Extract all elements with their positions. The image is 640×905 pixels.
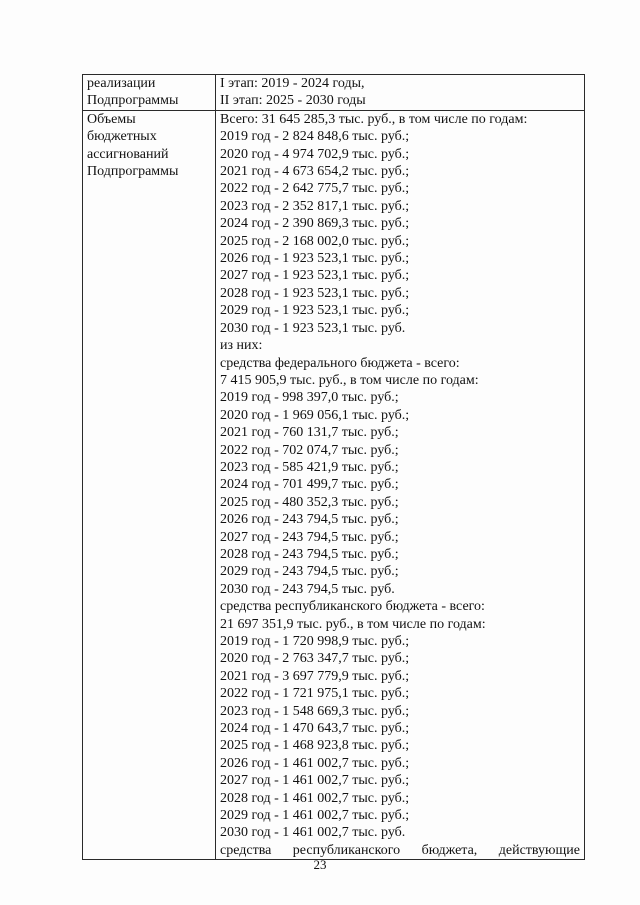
row-label-line: Подпрограммы (87, 93, 179, 109)
table-row-implementation-stages (83, 75, 585, 111)
budget-line: 2028 год - 1 461 002,7 тыс. руб.; (220, 790, 410, 806)
budget-line: 2020 год - 2 763 347,7 тыс. руб.; (220, 651, 410, 667)
budget-line: 2023 год - 1 548 669,3 тыс. руб.; (220, 703, 410, 719)
stage-line: II этап: 2025 - 2030 годы (220, 93, 366, 109)
budget-line: 2024 год - 2 390 869,3 тыс. руб.; (220, 216, 410, 232)
budget-lines (220, 111, 580, 842)
row-label-cell (83, 110, 216, 859)
budget-line: 2027 год - 243 794,5 тыс. руб.; (220, 529, 399, 545)
row-label-cell (83, 75, 216, 111)
budget-line: 21 697 351,9 тыс. руб., в том числе по годам: (220, 616, 486, 632)
budget-line: 2025 год - 2 168 002,0 тыс. руб.; (220, 233, 410, 249)
budget-line: 2022 год - 702 074,7 тыс. руб.; (220, 442, 399, 458)
budget-line-word: республиканского (292, 842, 401, 858)
subprogram-passport-table (82, 74, 585, 860)
budget-line: средства федерального бюджета - всего: (220, 355, 460, 371)
budget-line: 2021 год - 760 131,7 тыс. руб.; (220, 425, 399, 441)
row-label-line: бюджетных (87, 129, 157, 145)
budget-line: 2026 год - 243 794,5 тыс. руб.; (220, 512, 399, 528)
budget-line: 2022 год - 1 721 975,1 тыс. руб.; (220, 686, 410, 702)
row-content-cell (216, 110, 585, 859)
budget-line: 2023 год - 585 421,9 тыс. руб.; (220, 459, 399, 475)
row-label-line: ассигнований (87, 146, 169, 162)
budget-line: 2020 год - 4 974 702,9 тыс. руб.; (220, 146, 410, 162)
budget-line: 2023 год - 2 352 817,1 тыс. руб.; (220, 198, 410, 214)
budget-line: 2030 год - 1 923 523,1 тыс. руб. (220, 320, 406, 336)
budget-line: 2029 год - 1 923 523,1 тыс. руб.; (220, 303, 410, 319)
budget-line: 2025 год - 480 352,3 тыс. руб.; (220, 494, 399, 510)
row-label-line: реализации (87, 76, 156, 91)
row-label-line: Подпрограммы (87, 164, 179, 180)
budget-line: 2026 год - 1 923 523,1 тыс. руб.; (220, 251, 410, 267)
budget-line: 2025 год - 1 468 923,8 тыс. руб.; (220, 738, 410, 754)
budget-line: 2030 год - 1 461 002,7 тыс. руб. (220, 825, 406, 841)
budget-line: 2029 год - 243 794,5 тыс. руб.; (220, 564, 399, 580)
budget-line: 2028 год - 243 794,5 тыс. руб.; (220, 546, 399, 562)
budget-line: 2019 год - 998 397,0 тыс. руб.; (220, 390, 399, 406)
budget-line: 2024 год - 701 499,7 тыс. руб.; (220, 477, 399, 493)
budget-line: 2020 год - 1 969 056,1 тыс. руб.; (220, 407, 410, 423)
table-row-budget-allocations (83, 110, 585, 859)
budget-line: 2026 год - 1 461 002,7 тыс. руб.; (220, 755, 410, 771)
budget-line: 2028 год - 1 923 523,1 тыс. руб.; (220, 285, 410, 301)
budget-line-word: бюджета, (421, 842, 478, 858)
budget-line: 2019 год - 2 824 848,6 тыс. руб.; (220, 129, 410, 145)
budget-line: 2030 год - 243 794,5 тыс. руб. (220, 581, 395, 597)
row-content-cell (216, 75, 585, 111)
budget-line: из них: (220, 338, 263, 354)
budget-line: Всего: 31 645 285,3 тыс. руб., в том числе по годам: (220, 111, 528, 127)
budget-line: 2021 год - 4 673 654,2 тыс. руб.; (220, 164, 410, 180)
budget-line-word: действующие (498, 842, 580, 858)
budget-line: 2021 год - 3 697 779,9 тыс. руб.; (220, 668, 410, 684)
budget-line: 7 415 905,9 тыс. руб., в том числе по годам: (220, 372, 479, 388)
stage-line: I этап: 2019 - 2024 годы, (220, 76, 365, 91)
row-label-line: Объемы (87, 111, 136, 127)
page-number: 23 (313, 857, 327, 872)
budget-line: 2022 год - 2 642 775,7 тыс. руб.; (220, 181, 410, 197)
budget-line: 2024 год - 1 470 643,7 тыс. руб.; (220, 721, 410, 737)
budget-line: 2027 год - 1 461 002,7 тыс. руб.; (220, 773, 410, 789)
budget-line-word: средства (220, 842, 272, 858)
budget-line: средства республиканского бюджета - всего: (220, 599, 485, 615)
budget-line: 2029 год - 1 461 002,7 тыс. руб.; (220, 808, 410, 824)
budget-continued-line (220, 842, 580, 859)
budget-line: 2019 год - 1 720 998,9 тыс. руб.; (220, 634, 410, 649)
budget-line: 2027 год - 1 923 523,1 тыс. руб.; (220, 268, 410, 284)
